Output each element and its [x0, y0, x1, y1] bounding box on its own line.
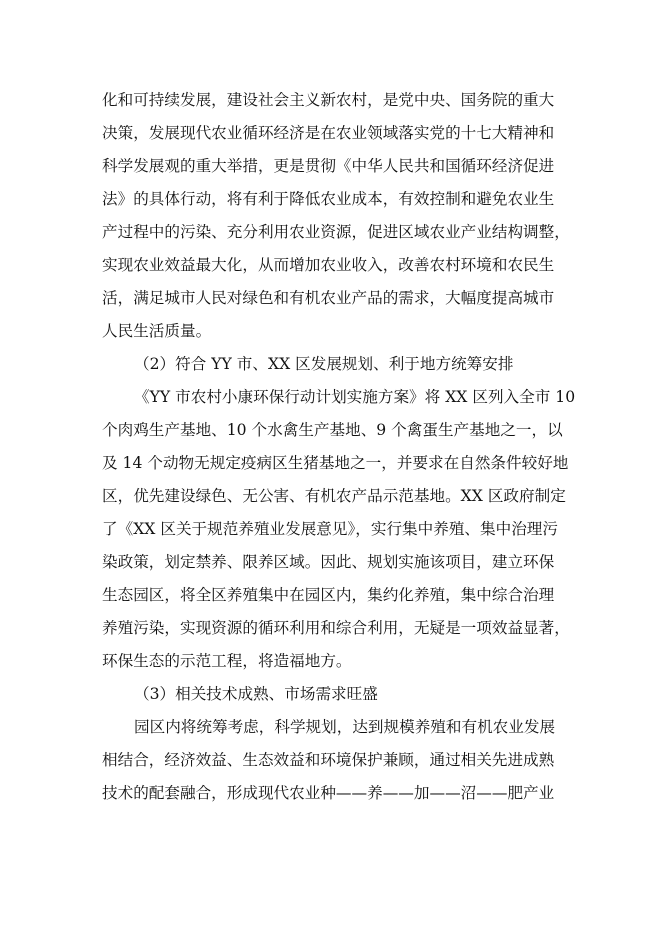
text-line: 活，满足城市人民对绿色和有机农业产品的需求，大幅度提高城市 [102, 289, 555, 307]
text-line: 相结合，经济效益、生态效益和环境保护兼顾，通过相关先进成熟 [102, 751, 555, 769]
section-heading: （3）相关技术成熟、市场需求旺盛 [134, 685, 378, 703]
text-line: 人民生活质量。 [102, 322, 212, 340]
text-line: 科学发展观的重大举措，更是贯彻《中华人民共和国循环经济促进 [102, 157, 555, 175]
text-line: 及 14 个动物无规定疫病区生猪基地之一，并要求在自然条件较好地 [102, 454, 569, 472]
text-line: 个肉鸡生产基地、10 个水禽生产基地、9 个禽蛋生产基地之一，以 [102, 421, 563, 439]
text-line: 化和可持续发展，建设社会主义新农村，是党中央、国务院的重大 [102, 91, 555, 109]
text-line: 园区内将统筹考虑，科学规划，达到规模养殖和有机农业发展 [134, 718, 556, 736]
text-line: 产过程中的污染、充分利用农业资源，促进区域农业产业结构调整， [102, 223, 570, 241]
text-line: 了《XX 区关于规范养殖业发展意见》，实行集中养殖、集中治理污 [102, 520, 558, 538]
text-line: 养殖污染，实现资源的循环利用和综合利用，无疑是一项效益显著， [102, 619, 570, 637]
text-line: 实现农业效益最大化，从而增加农业收入，改善农村环境和农民生 [102, 256, 555, 274]
text-line: 技术的配套融合，形成现代农业种——养——加——沼——肥产业 [102, 784, 555, 802]
text-line: 决策，发展现代农业循环经济是在农业领域落实党的十七大精神和 [102, 124, 555, 142]
text-line: 染政策，划定禁养、限养区域。因此、规划实施该项目，建立环保 [102, 553, 555, 571]
text-line: 区，优先建设绿色、无公害、有机农产品示范基地。XX 区政府制定 [102, 487, 566, 505]
text-line: 环保生态的示范工程，将造福地方。 [102, 652, 352, 670]
text-line: 法》的具体行动，将有利于降低农业成本，有效控制和避免农业生 [102, 190, 555, 208]
text-line: 《YY 市农村小康环保行动计划实施方案》将 XX 区列入全市 10 [134, 388, 576, 406]
section-heading: （2）符合 YY 市、XX 区发展规划、利于地方统筹安排 [134, 355, 514, 373]
text-line: 生态园区，将全区养殖集中在园区内，集约化养殖，集中综合治理 [102, 586, 555, 604]
